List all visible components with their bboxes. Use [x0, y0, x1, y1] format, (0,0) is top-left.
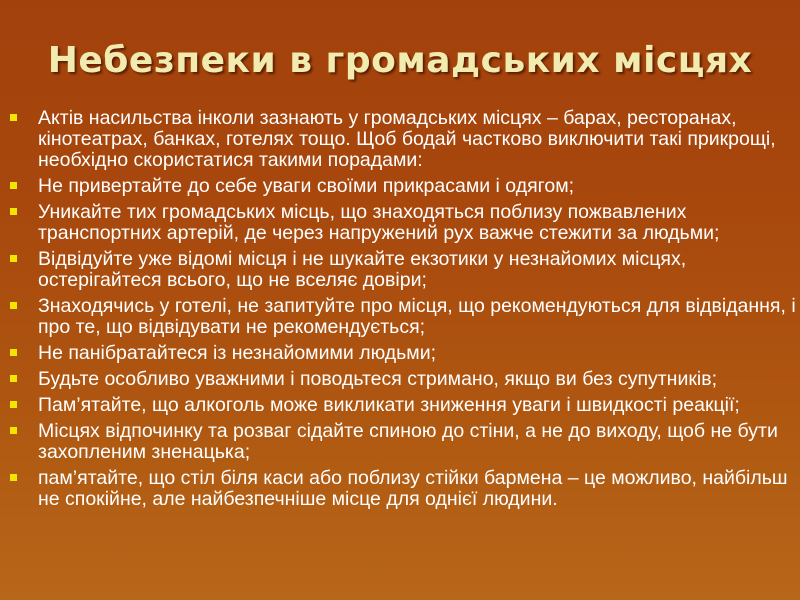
- square-bullet-icon: [10, 208, 17, 215]
- square-bullet-icon: [10, 349, 17, 356]
- bullet-item: [6, 108, 796, 171]
- square-bullet-icon: [10, 182, 17, 189]
- bullet-text: пам’ятайте, що стіл біля каси або поблизу стійки бармена – це можливо, найбільш не спокійне, але найбезпечніше місце для однієї людини.: [38, 467, 788, 510]
- bullet-item: [6, 296, 796, 338]
- bullet-text: Пам’ятайте, що алкоголь може викликати зниження уваги і швидкості реакції;: [38, 394, 740, 416]
- bullet-item: [6, 202, 796, 244]
- bullet-item: [6, 468, 796, 510]
- slide-title: Небезпеки в громадських місцях: [47, 40, 753, 81]
- bullet-list: [6, 108, 796, 515]
- bullet-item: [6, 395, 796, 416]
- bullet-text: Уникайте тих громадських місць, що знаходяться поблизу пожвавлених транспортних артерій, де через напружений рух важче стежити за людьми;: [38, 201, 720, 244]
- bullet-text: Відвідуйте уже відомі місця і не шукайте екзотики у незнайомих місцях, остерігайтеся всього, що не вселяє довіри;: [38, 248, 687, 291]
- bullet-item: [6, 176, 796, 197]
- bullet-item: [6, 421, 796, 463]
- bullet-text: Не привертайте до себе уваги своїми прикрасами і одягом;: [38, 175, 575, 197]
- square-bullet-icon: [10, 255, 17, 262]
- square-bullet-icon: [10, 427, 17, 434]
- bullet-item: [6, 249, 796, 291]
- square-bullet-icon: [10, 401, 17, 408]
- bullet-item: [6, 343, 796, 364]
- square-bullet-icon: [10, 375, 17, 382]
- bullet-text: Місцях відпочинку та розваг сідайте спиною до стіни, а не до виходу, щоб не бути захопленим зненацька;: [38, 420, 778, 463]
- square-bullet-icon: [10, 114, 17, 121]
- square-bullet-icon: [10, 302, 17, 309]
- bullet-text: Знаходячись у готелі, не запитуйте про місця, що рекомендуються для відвідання, і про те, що відвідувати не рекомендується;: [38, 295, 796, 338]
- bullet-text: Актів насильства інколи зазнають у громадських місцях – барах, ресторанах, кінотеатрах, банках, готелях тощо. Щоб бодай частково виключити такі прикрощі, необхідно скористатися такими порадами:: [38, 107, 776, 171]
- bullet-text: Будьте особливо уважними і поводьтеся стримано, якщо ви без супутників;: [38, 368, 717, 390]
- square-bullet-icon: [10, 474, 17, 481]
- bullet-text: Не панібратайтеся із незнайомими людьми;: [38, 342, 437, 364]
- bullet-item: [6, 369, 796, 390]
